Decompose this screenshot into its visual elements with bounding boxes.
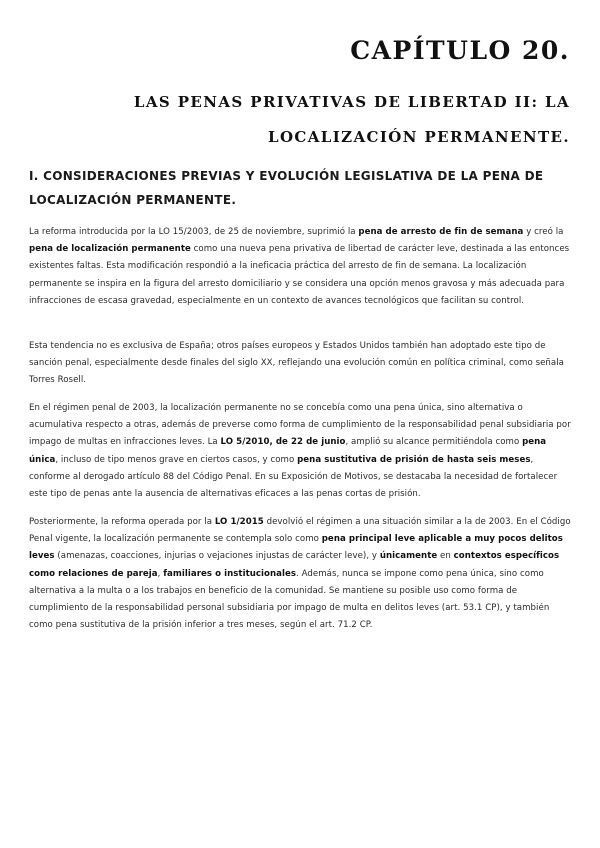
bold-text-segment: pena sustitutiva de prisión de hasta seis meses [297,454,531,465]
paragraph-1 [29,224,574,310]
chapter-subtitle-line-2: LOCALIZACIÓN PERMANENTE. [268,128,570,146]
bold-text-segment: contextos específicos como relaciones de pareja [29,551,560,579]
paragraph-4 [29,514,574,634]
text-segment: y creó la [523,227,564,237]
text-segment: (amenazas, coacciones, injurias o vejaciones injustas de carácter leve), y [54,551,380,562]
bold-text-segment: familiares o institucionales [163,568,297,579]
text-segment: , amplió su alcance permitiéndola como [345,437,523,448]
text-segment: , [157,568,164,579]
text-segment: devolvió el régimen a una situación similar a la de 2003. En el Código Penal vigente, la localización permanente se contempla solo como [29,517,571,545]
chapter-title: CAPÍTULO 20. [350,36,570,65]
bold-text-segment: pena de arresto de fin de semana [358,227,524,237]
bold-text-segment: LO 1/2015 [214,517,264,527]
bold-text-segment: pena única [29,437,547,465]
text-segment: , conforme al derogado artículo 88 del Código Penal. En su Exposición de Motivos, se destacaba la necesidad de fortalecer este tipo de penas ante la ausencia de alternativas eficaces a las penas cortas de prisión. [29,454,558,500]
bold-text-segment: LO 5/2010, de 22 de junio [220,437,346,448]
text-segment: en [437,551,454,562]
text-segment: como una nueva pena privativa de libertad de carácter leve, destinada a las entonces existentes faltas. Esta modificación respondió a la ineficacia práctica del arresto de fin de semana. La localización permanente se inspira en la figura del arresto domiciliario y se considera una opción menos gravosa y más adecuada para infracciones de escasa gravedad, especialmente en un contexto de avances tecnológicos que facilitan su control. [29,244,570,306]
bold-text-segment: pena de localización permanente [29,244,191,255]
bold-text-segment: pena principal leve aplicable a muy pocos delitos leves [29,534,563,562]
paragraph-3 [29,400,574,503]
bold-text-segment: únicamente [379,551,438,562]
chapter-subtitle-line-1: LAS PENAS PRIVATIVAS DE LIBERTAD II: LA [133,93,570,111]
text-segment: , incluso de tipo menos grave en ciertos casos, y como [55,454,298,465]
text-segment: En el régimen penal de 2003, la localización permanente no se concebía como una pena única, sino alternativa o acumulativa respecto a otras, además de preverse como forma de cumplimiento de la responsabilidad penal subsidiaria por impago de multas en infracciones leves. La [29,403,571,448]
text-segment: Posteriormente, la reforma operada por la [29,517,215,527]
text-segment: Esta tendencia no es exclusiva de España; otros países europeos y Estados Unidos también han adoptado este tipo de sanción penal, especialmente desde finales del siglo XX, reflejando una evolución común en política criminal, como señala Torres Rosell. [29,341,564,386]
section-heading: I. CONSIDERACIONES PREVIAS Y EVOLUCIÓN LEGISLATIVA DE LA PENA DE LOCALIZACIÓN PERMANENTE. [29,169,544,207]
paragraph-2 [29,338,574,390]
text-segment: La reforma introducida por la LO 15/2003, de 25 de noviembre, suprimió la [29,227,359,237]
text-segment: . Además, nunca se impone como pena única, sino como alternativa a la multa o a los trabajos en beneficio de la comunidad. Se mantiene su posible uso como forma de cumplimiento de la responsabilidad personal subsidiaria por impago de multa en delitos leves (art. 53.1 CP), y también como pena sustitutiva de la prisión inferior a tres meses, según el art. 71.2 CP. [29,568,550,631]
